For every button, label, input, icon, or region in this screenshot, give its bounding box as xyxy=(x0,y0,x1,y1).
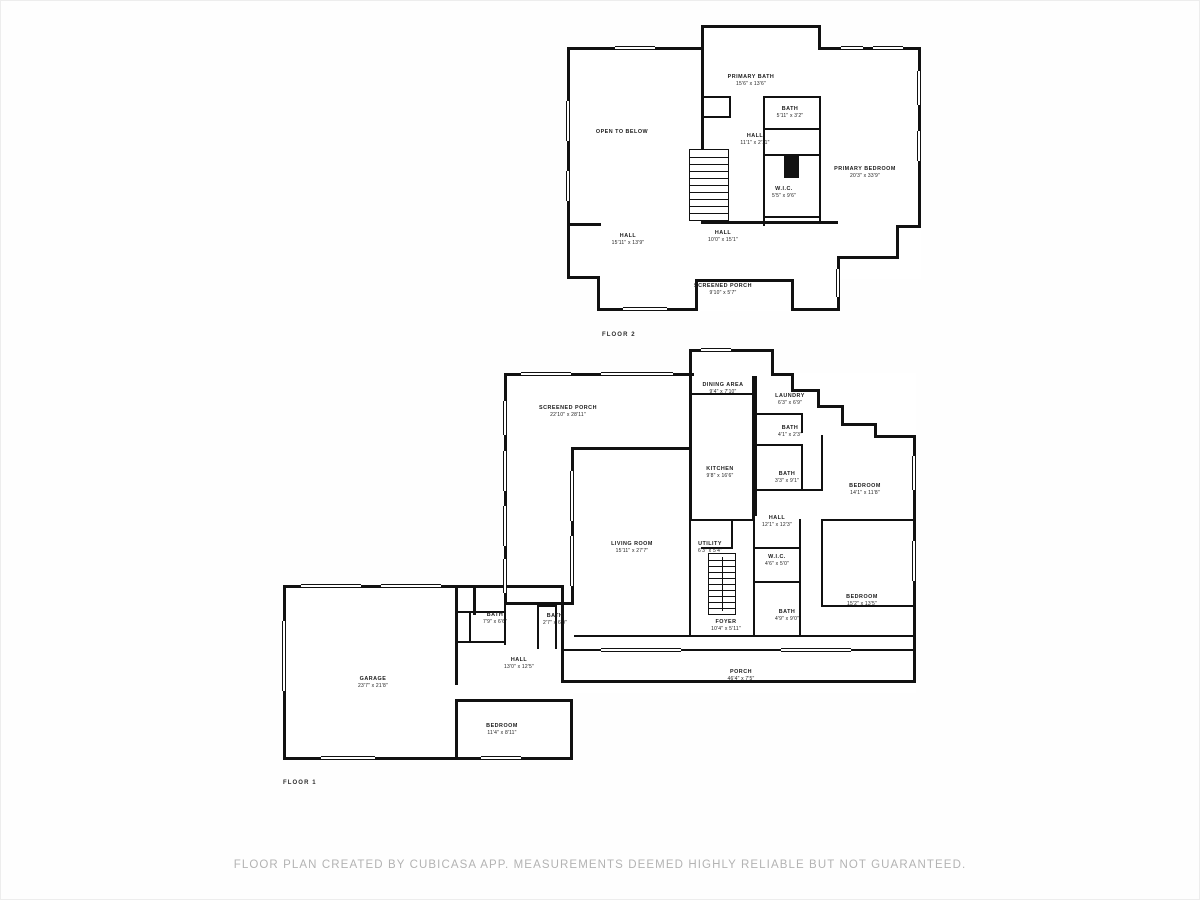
room-label-hall-f2-b: HALL 15'11" x 13'9" xyxy=(611,233,645,246)
window-f1-porch-2 xyxy=(781,648,851,652)
wall-f1-dining-right xyxy=(771,349,774,375)
wall-f2-porch-bottom-r xyxy=(791,308,840,311)
wall-f1-foyer-bottom xyxy=(574,635,754,637)
wall-f2-left-step xyxy=(567,223,601,226)
wall-f1-foyer-right xyxy=(753,519,755,637)
room-label-bath-f2: BATH 5'11" x 3'2" xyxy=(776,106,804,119)
wall-f1-bedroom-b-left xyxy=(821,521,823,607)
wall-f2-hall-sep xyxy=(763,128,821,130)
wall-f1-utility-left xyxy=(689,519,691,637)
wall-f1-laundry-left xyxy=(755,376,757,516)
wall-f1-diag-a xyxy=(791,389,819,392)
room-label-bath-mid: BATH 3'3" x 9'1" xyxy=(774,471,800,484)
wall-f1-bath-s-right xyxy=(555,605,557,649)
window-f2-right-1 xyxy=(917,71,921,105)
window-f2-top-2 xyxy=(841,46,863,50)
window-f1-dining-top xyxy=(701,348,731,352)
room-label-screened-porch-f2: SCREENED PORCH 9'10" x 5'7" xyxy=(694,283,752,296)
wall-f1-utility-top xyxy=(689,519,755,521)
wall-f2-bottom-left xyxy=(567,276,600,279)
room-label-dining-area: DINING AREA 9'4" x 7'10" xyxy=(702,382,744,395)
room-label-porch: PORCH 46'4" x 7'5" xyxy=(727,669,755,682)
wall-f1-diag-c xyxy=(817,405,843,408)
room-label-wic-f2: W.I.C. 5'5" x 9'6" xyxy=(771,186,797,199)
stair-direction-arrow xyxy=(722,557,723,611)
floor1-garage-wing-fill xyxy=(283,585,573,760)
wall-f2-wic-left xyxy=(763,96,765,226)
room-label-primary-bath: PRIMARY BATH 15'6" x 13'6" xyxy=(727,74,775,87)
room-label-bedroom-b: BEDROOM 15'2" x 13'5" xyxy=(846,594,878,607)
wall-f1-wic-f1-bottom xyxy=(753,581,801,583)
wall-f2-hall-bottom xyxy=(701,221,838,224)
window-f1-sp-left-2 xyxy=(503,451,507,491)
wall-f2-bath-div-a xyxy=(701,96,731,98)
wall-f2-right-step-v xyxy=(896,225,899,259)
wall-f1-bath-mid-bottom xyxy=(755,489,803,491)
room-label-utility: UTILITY 6'3" x 5'4" xyxy=(697,541,723,554)
wall-f1-hall-right-b xyxy=(799,519,801,547)
window-f1-garage-left xyxy=(282,621,286,691)
room-label-screened-porch-f1: SCREENED PORCH 22'10" x 28'11" xyxy=(539,405,597,418)
wall-f1-bath-mid-right xyxy=(801,444,803,490)
wall-f1-wing-top-b xyxy=(473,585,563,588)
window-f2-left-2 xyxy=(566,171,570,201)
room-label-foyer: FOYER 10'4" x 5'11" xyxy=(711,619,741,632)
wall-f2-wic-right xyxy=(819,96,821,156)
window-f1-right-1 xyxy=(912,456,916,490)
window-f2-porch-right xyxy=(836,269,840,297)
wall-f1-bath-small-bottom xyxy=(755,444,803,446)
footer-credit: FLOOR PLAN CREATED BY CUBICASA APP. MEASUREMENTS DEEMED HIGHLY RELIABLE BUT NOT GUARANTEED. xyxy=(233,859,967,871)
wall-f1-garage-bottom xyxy=(283,757,473,760)
wall-f1-diag-d xyxy=(841,405,844,425)
wall-f2-top-right xyxy=(818,47,921,50)
wall-f2-bath-div-b xyxy=(729,96,731,118)
wall-f1-living-top xyxy=(571,447,689,450)
room-label-bath-narrow: BATH 2'7" x 6'0" xyxy=(542,613,568,626)
wall-f1-laundry-top xyxy=(771,373,793,376)
room-label-bedroom-c: BEDROOM 11'4" x 8'11" xyxy=(486,723,518,736)
room-label-hall-f2-c: HALL 10'0" x 15'1" xyxy=(707,230,739,243)
staircase-floor2 xyxy=(689,149,729,221)
room-label-bedroom-a: BEDROOM 14'1" x 11'8" xyxy=(849,483,881,496)
wall-f1-front-inner-right xyxy=(799,635,913,637)
room-label-laundry: LAUNDRY 6'3" x 6'9" xyxy=(775,393,805,406)
wall-f2-porch-top xyxy=(695,279,794,282)
room-label-garage: GARAGE 23'7" x 21'8" xyxy=(357,676,389,689)
wall-f1-diag-e xyxy=(841,423,876,426)
wall-f1-kitchen-left xyxy=(689,376,692,521)
room-label-hall-f2-a: HALL 11'1" x 2'11" xyxy=(740,133,770,146)
floor-2-tag: FLOOR 2 xyxy=(602,332,636,338)
floor1-dining-bump-fill xyxy=(689,349,775,375)
wall-f1-right-top xyxy=(874,435,916,438)
window-f1-sp-left-3 xyxy=(503,506,507,546)
room-label-primary-bedroom: PRIMARY BEDROOM 20'3" x 33'9" xyxy=(834,166,896,179)
window-f1-bed-bottom-win xyxy=(481,756,521,760)
wall-f1-bed-right xyxy=(570,699,573,760)
window-f2-top-3 xyxy=(873,46,903,50)
wall-f2-right-step xyxy=(896,225,921,228)
wall-f1-laundry-bottom xyxy=(755,413,803,415)
wall-f2-porch-inner-r xyxy=(791,279,794,311)
wall-f2-wic-bottom xyxy=(763,216,821,218)
window-f1-sp-left-4 xyxy=(503,559,507,593)
wall-f1-bath-g-left xyxy=(469,613,471,641)
room-label-living-room: LIVING ROOM 15'11" x 27'7" xyxy=(611,541,653,554)
floor-1-tag: FLOOR 1 xyxy=(283,780,317,786)
wall-f1-wic-f1-top xyxy=(753,547,801,549)
wall-f1-bedroom-div xyxy=(821,519,914,521)
room-label-bath-low: BATH 4'9" x 9'0" xyxy=(774,609,800,622)
room-label-hall-f1-b: HALL 13'0" x 12'5" xyxy=(503,657,535,670)
wall-f1-bed-top xyxy=(455,699,573,702)
window-f1-porch-1 xyxy=(601,648,681,652)
wall-f1-garage-right xyxy=(455,585,458,685)
window-f1-sp-top-1 xyxy=(521,372,571,376)
window-f1-garage-bottom xyxy=(321,756,375,760)
window-f1-sp-inner-2 xyxy=(570,536,574,586)
wall-f1-bath-g-bottom xyxy=(458,641,504,643)
wall-f2-primbath-bottom xyxy=(763,96,821,98)
wall-f1-bedroom-a-left xyxy=(821,435,823,491)
room-label-bath-garage-hall: BATH 7'9" x 6'6" xyxy=(482,612,508,625)
wall-f2-top-mid xyxy=(701,25,821,28)
wall-f1-hall-top-r xyxy=(801,489,823,491)
window-f1-garage-top-2 xyxy=(381,584,441,588)
room-label-hall-f1-a: HALL 12'1" x 12'3" xyxy=(761,515,793,528)
window-f2-porch-bottom xyxy=(623,307,667,311)
wall-f2-bedroom-left xyxy=(819,154,821,224)
wall-f1-bath-low-bottom xyxy=(753,635,801,637)
wall-f1-bath-s-left xyxy=(537,605,539,649)
wall-f2-porch-left xyxy=(597,279,600,311)
wall-f1-dining-left xyxy=(689,349,692,374)
room-label-kitchen: KITCHEN 9'8" x 16'6" xyxy=(706,466,734,479)
wall-f1-utility-right xyxy=(731,519,733,549)
wall-f1-bath-s-top xyxy=(537,605,557,607)
wall-f1-garage-right-b xyxy=(455,701,458,760)
window-f1-right-2 xyxy=(912,541,916,581)
window-f1-sp-top-2 xyxy=(601,372,673,376)
room-label-wic-f1: W.I.C. 4'6" x 5'0" xyxy=(764,554,790,567)
window-f2-right-2 xyxy=(917,131,921,161)
window-f1-sp-left-1 xyxy=(503,401,507,435)
floor2-bath-bump-fill xyxy=(701,27,821,53)
room-label-bath-small: BATH 4'1" x 2'3" xyxy=(777,425,803,438)
window-f2-left-1 xyxy=(566,101,570,141)
window-f2-top-1 xyxy=(615,46,655,50)
wall-f2-bath-div-c xyxy=(701,116,731,118)
wall-f1-porch-front-left xyxy=(561,649,564,683)
wic-shelf-hatch xyxy=(784,154,799,178)
wall-f2-bottom-right xyxy=(837,256,899,259)
wall-f2-left xyxy=(567,47,570,279)
wall-f1-bath-right-low xyxy=(799,547,801,637)
window-f1-sp-inner-1 xyxy=(570,471,574,521)
room-label-open-to-below: OPEN TO BELOW xyxy=(595,129,649,135)
window-f1-garage-top-1 xyxy=(301,584,361,588)
